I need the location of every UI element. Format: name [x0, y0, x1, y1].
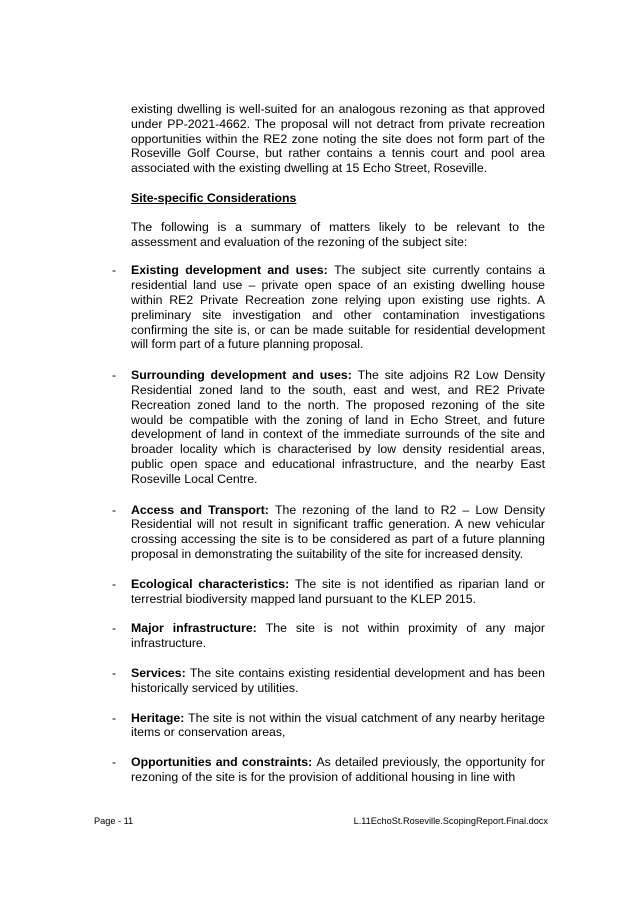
item-term: Heritage:	[131, 710, 189, 725]
item-text: The site is not within the visual catchment of any nearby heritage items or conservation areas,	[131, 710, 546, 740]
list-item-opportunities-constraints	[112, 755, 545, 785]
item-term: Existing development and uses:	[131, 263, 335, 278]
bullet-dash: -	[112, 263, 117, 278]
document-filename: L.11EchoSt.Roseville.ScopingReport.Final.docx	[353, 816, 548, 826]
list-item-major-infrastructure	[112, 621, 545, 651]
item-term: Access and Transport:	[131, 502, 275, 517]
list-item-access-transport	[112, 502, 545, 562]
list-item-ecological	[112, 576, 545, 607]
bullet-dash: -	[112, 710, 117, 725]
item-text: As detailed previously, the opportunity for rezoning of the site is for the provision of additional housing in line with	[131, 755, 545, 784]
list-item-services	[112, 665, 545, 696]
item-term: Surrounding development and uses:	[131, 368, 358, 383]
item-text: The site adjoins R2 Low Density Residential zoned land to the south, east and west, and RE2 Private Recreation zoned land to the north. The proposed rezoning of the site would be compatible with the zoning of land in Echo Street, and future development of land in context of the immediate surrounds of the site and broader locality which is characterised by low density residential areas, public open space and educational infrastructure, and the nearby East Roseville Local Centre.	[131, 368, 545, 486]
intro-paragraph: existing dwelling is well-suited for an analogous rezoning as that approved under PP-2021-4662. The proposal will not detract from private recreation opportunities within the RE2 zone noting the site does not form part of the Roseville Golf Course, but rather contains a tennis court and pool area associated with the existing dwelling at 15 Echo Street, Roseville.	[131, 102, 545, 176]
bullet-dash: -	[112, 368, 117, 383]
list-item-heritage	[112, 710, 546, 741]
section-heading: Site-specific Considerations	[131, 190, 297, 205]
item-term: Services:	[131, 665, 190, 680]
bullet-dash: -	[112, 576, 117, 591]
item-text: The subject site currently contains a residential land use – private open space of an existing dwelling house within RE2 Private Recreation zone relying upon existing use rights. A preliminary site investigation and other contamination investigations confirming the site is, or can be made suitable for residential development will form part of a future planning proposal.	[131, 263, 545, 352]
considerations-list	[112, 263, 546, 784]
item-term: Major infrastructure:	[131, 621, 266, 636]
item-text: The rezoning of the land to R2 – Low Density Residential will not result in significant traffic generation. A new vehicular crossing accessing the site is to be considered as part of a future planning proposal in demonstrating the suitability of the site for increased density.	[131, 502, 545, 561]
page-body	[112, 102, 546, 800]
list-item-surrounding-development	[112, 368, 545, 486]
bullet-dash: -	[112, 502, 117, 517]
lead-paragraph: The following is a summary of matters likely to be relevant to the assessment and evaluation of the rezoning of the subject site:	[131, 219, 545, 249]
page-number: Page - 11	[94, 816, 134, 826]
item-term: Opportunities and constraints:	[131, 755, 317, 770]
item-text: The site is not within proximity of any major infrastructure.	[131, 621, 545, 651]
bullet-dash: -	[112, 755, 117, 770]
list-item-existing-development	[112, 263, 545, 352]
bullet-dash: -	[112, 621, 117, 636]
item-term: Ecological characteristics:	[131, 576, 295, 591]
bullet-dash: -	[112, 665, 117, 680]
item-text: The site contains existing residential development and has been historically serviced by utilities.	[131, 665, 545, 695]
item-text: The site is not identified as riparian land or terrestrial biodiversity mapped land pursuant to the KLEP 2015.	[131, 576, 545, 606]
